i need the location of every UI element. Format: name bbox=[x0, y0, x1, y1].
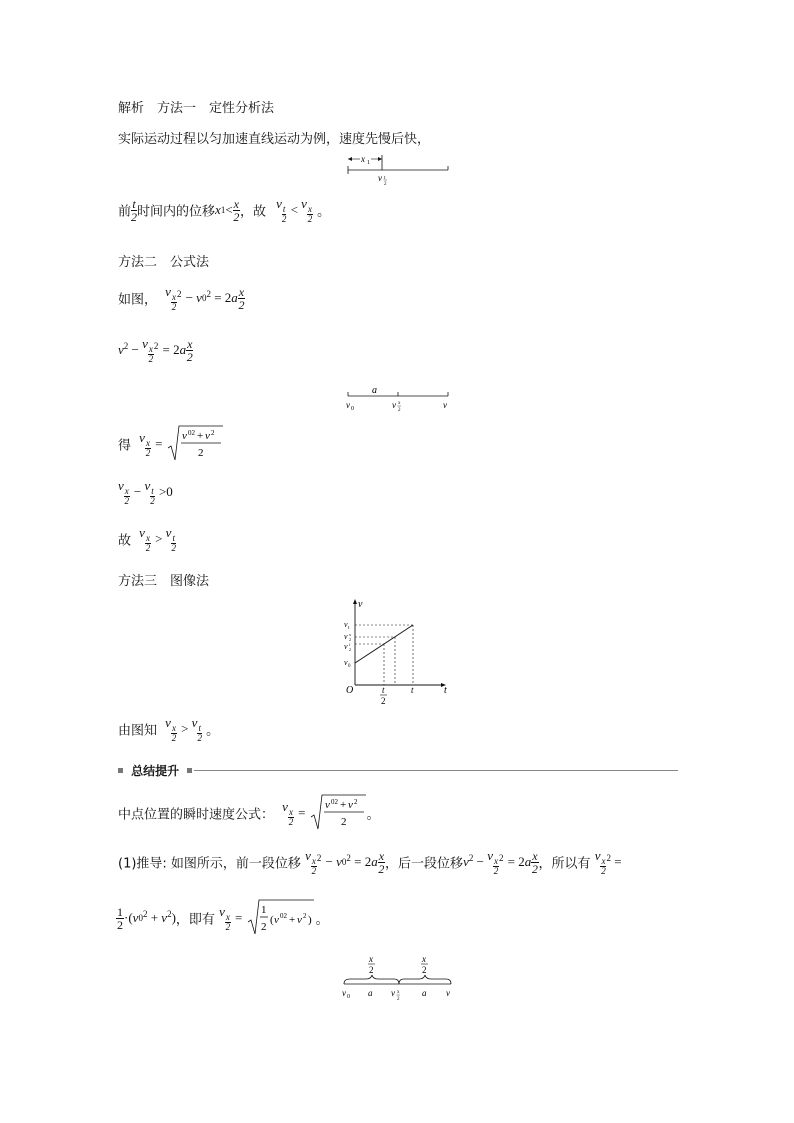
v-t-graph bbox=[340, 597, 455, 707]
fig1-v-label: v bbox=[378, 173, 382, 183]
svg-text:t: t bbox=[384, 176, 386, 181]
svg-text:v: v bbox=[324, 799, 330, 811]
equation-3: 得 v $\frac{x}{2}$ = v 02 + v 2 2 bbox=[118, 424, 224, 466]
svg-text:2: 2 bbox=[302, 912, 307, 920]
svg-text:v: v bbox=[204, 430, 210, 442]
graph-conclusion: 由图知 v $\frac{x}{2}$ > v $\frac{t}{2}$ 。 bbox=[118, 715, 220, 743]
equation-2: $v^2 - v$ $\frac{x}{2}$ $^2$ = 2a $\frac{x}{2}$ bbox=[118, 336, 193, 364]
svg-text:02: 02 bbox=[330, 798, 338, 806]
line-qualitative-result: 前 $\frac{t}{2}$ 时间内的位移x1< $\frac{x}{2}$ ，故 v $\frac{t}{2}$ < v $\frac{x}{2}$ 。 bbox=[118, 196, 331, 224]
graph-t-axis-label: t bbox=[444, 685, 447, 696]
svg-text:x: x bbox=[369, 954, 373, 964]
svg-text:02: 02 bbox=[187, 429, 195, 437]
svg-text:0: 0 bbox=[351, 406, 354, 412]
svg-text:x: x bbox=[398, 401, 401, 406]
svg-text:2: 2 bbox=[353, 798, 358, 806]
equation-1: 如图， v $\frac{x}{2}$ $^2 - v0^2 = 2a$ $\frac{x}{2}$ bbox=[118, 284, 245, 312]
summary-bullet-icon-2 bbox=[187, 768, 192, 773]
svg-text:0: 0 bbox=[347, 994, 350, 1000]
svg-text:2: 2 bbox=[384, 182, 387, 187]
svg-text:v: v bbox=[347, 799, 353, 811]
svg-text:v: v bbox=[273, 914, 279, 926]
equation-5: 故 v $\frac{x}{2}$ > v $\frac{t}{2}$ bbox=[118, 525, 176, 553]
svg-text:0: 0 bbox=[348, 664, 351, 669]
svg-text:v: v bbox=[342, 988, 346, 998]
svg-text:2: 2 bbox=[369, 965, 374, 975]
svg-text:t: t bbox=[349, 642, 351, 647]
svg-text:v: v bbox=[344, 632, 348, 641]
section-heading-method-3: 方法三 图像法 bbox=[118, 574, 210, 589]
equation-4: v $\frac{x}{2}$ − v $\frac{t}{2}$ >0 bbox=[118, 478, 173, 506]
svg-text:v: v bbox=[296, 914, 302, 926]
svg-text:2: 2 bbox=[398, 408, 401, 413]
svg-text:+: + bbox=[288, 914, 295, 926]
svg-text:v: v bbox=[344, 620, 348, 629]
summary-bullet-icon bbox=[118, 768, 123, 773]
fig1-x1-label: x bbox=[361, 154, 365, 164]
svg-text:x: x bbox=[422, 954, 426, 964]
graph-origin-label: O bbox=[346, 685, 354, 696]
svg-text:x: x bbox=[397, 990, 400, 995]
svg-text:x: x bbox=[349, 632, 351, 637]
svg-text:v: v bbox=[392, 400, 396, 410]
summary-title: 总结提升 bbox=[131, 764, 180, 778]
svg-text:+: + bbox=[196, 430, 203, 442]
svg-text:t: t bbox=[348, 626, 350, 631]
fig2-v0-label: v bbox=[346, 400, 350, 410]
svg-text:v: v bbox=[344, 642, 348, 651]
fig1-x1-sub: 1 bbox=[367, 160, 370, 166]
svg-text:2: 2 bbox=[340, 816, 347, 828]
svg-text:2: 2 bbox=[349, 637, 351, 642]
fig2-v-label: v bbox=[443, 400, 447, 410]
svg-text:v: v bbox=[391, 988, 395, 998]
svg-text:+: + bbox=[339, 799, 346, 811]
graph-v-axis-label: v bbox=[358, 599, 363, 610]
svg-text:2: 2 bbox=[260, 921, 267, 933]
svg-text:v: v bbox=[344, 658, 348, 667]
svg-text:2: 2 bbox=[381, 696, 386, 706]
svg-text:1: 1 bbox=[260, 904, 267, 916]
svg-text:t: t bbox=[382, 685, 385, 695]
derivation-line-2: $\frac{1}{2}$ $\cdot(v0^2 + v^2)$，即有 v $\frac{x}{2}$ = 1 2 ( v 02 + v 2 ) 。 bbox=[116, 898, 329, 942]
intro-text: 实际运动过程以匀加速直线运动为例，速度先慢后快， bbox=[118, 132, 431, 147]
section-heading-method-2: 方法二 公式法 bbox=[118, 255, 210, 270]
svg-text:a: a bbox=[368, 988, 373, 998]
svg-text:02: 02 bbox=[279, 912, 287, 920]
graph-t-label: t bbox=[411, 685, 414, 695]
svg-text:2: 2 bbox=[422, 965, 427, 975]
summary-divider bbox=[118, 762, 678, 778]
midpoint-formula: 中点位置的瞬时速度公式： v $\frac{x}{2}$ = v 02 + v 2 2 。 bbox=[118, 793, 380, 837]
derivation-line-1: (1)推导: 如图所示，前一段位移 v $\frac{x}{2}$ $^2 - v0^2 = 2a$ $\frac{x}{2}$ ，后一段位移$v^2 - v$ $\frac{x}{2}$ $^2$ = 2a $\frac{x}{2}$ ，所以有 v $\frac{x}{2}$ $^2$ = bbox=[118, 848, 622, 876]
figure-braced-segments bbox=[338, 952, 458, 1002]
figure-segment-v0-v bbox=[340, 382, 455, 416]
svg-text:2: 2 bbox=[349, 647, 351, 652]
svg-text:2: 2 bbox=[210, 429, 215, 437]
fig2-a-label: a bbox=[372, 385, 377, 396]
section-heading-method-1: 解析 方法一 定性分析法 bbox=[118, 101, 275, 116]
svg-text:(: ( bbox=[269, 914, 274, 926]
svg-text:a: a bbox=[422, 988, 427, 998]
figure-segment-x1 bbox=[340, 152, 455, 188]
svg-text:2: 2 bbox=[397, 997, 400, 1002]
svg-text:v: v bbox=[446, 988, 450, 998]
svg-text:): ) bbox=[307, 914, 312, 926]
svg-text:v: v bbox=[181, 430, 187, 442]
svg-text:2: 2 bbox=[197, 447, 204, 459]
